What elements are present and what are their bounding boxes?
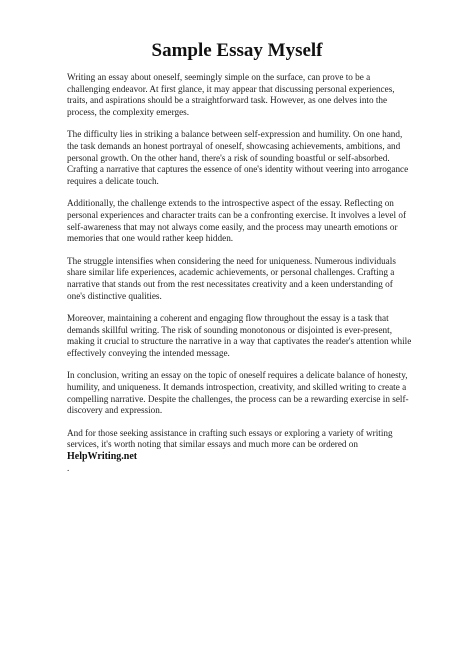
paragraph-4: The struggle intensifies when considering the need for uniqueness. Numerous individuals share similar life experiences, academic achievements, or personal challenges. Crafting a narrative that stands out from the rest necessitates creativity and a keen understanding of one's distinctive qualities. xyxy=(67,255,396,301)
closing-text: And for those seeking assistance in crafting such essays or exploring a variety of writing services, it's worth noting that similar essays and much more can be ordered on xyxy=(67,427,393,450)
paragraph-6: In conclusion, writing an essay on the topic of oneself requires a delicate balance of honesty, humility, and uniqueness. It demands introspection, creativity, and skilled writing to create a compelling narrative. Despite the challenges, the process can be a rewarding exercise in self-discovery and expression. xyxy=(67,370,409,416)
closing-paragraph xyxy=(67,428,412,474)
essay-body xyxy=(67,72,412,485)
paragraph-5: Moreover, maintaining a coherent and engaging flow throughout the essay is a task that demands skillful writing. The risk of sounding monotonous or disjointed is ever-present, making it crucial to structure the narrative in a way that captivates the reader's attention while effectively conveying the intended message. xyxy=(67,313,412,358)
page-title: Sample Essay Myself xyxy=(151,40,323,61)
paragraph-2: The difficulty lies in striking a balance between self-expression and humility. On one hand, the task demands an honest portrayal of oneself, showcasing achievements, ambitions, and personal growth. On the other hand, there's a risk of sounding boastful or self-absorbed. Crafting a narrative that captures the essence of one's identity without veering into arrogance requires a delicate touch. xyxy=(67,129,409,186)
paragraph-3: Additionally, the challenge extends to the introspective aspect of the essay. Reflecting on personal experiences and character traits can be a confronting exercise. It involves a level of self-awareness that may not always come easily, and the process may unearth emotions or memories that one would rather keep hidden. xyxy=(67,198,407,244)
closing-trailing: . xyxy=(67,462,70,473)
brand-link[interactable]: HelpWriting.net xyxy=(67,451,138,463)
paragraph-1: Writing an essay about oneself, seemingly simple on the surface, can prove to be a challenging endeavor. At first glance, it may appear that discussing personal experiences, traits, and aspirations should be a straightforward task. However, as one delves into the process, the complexity emerges. xyxy=(67,72,395,117)
